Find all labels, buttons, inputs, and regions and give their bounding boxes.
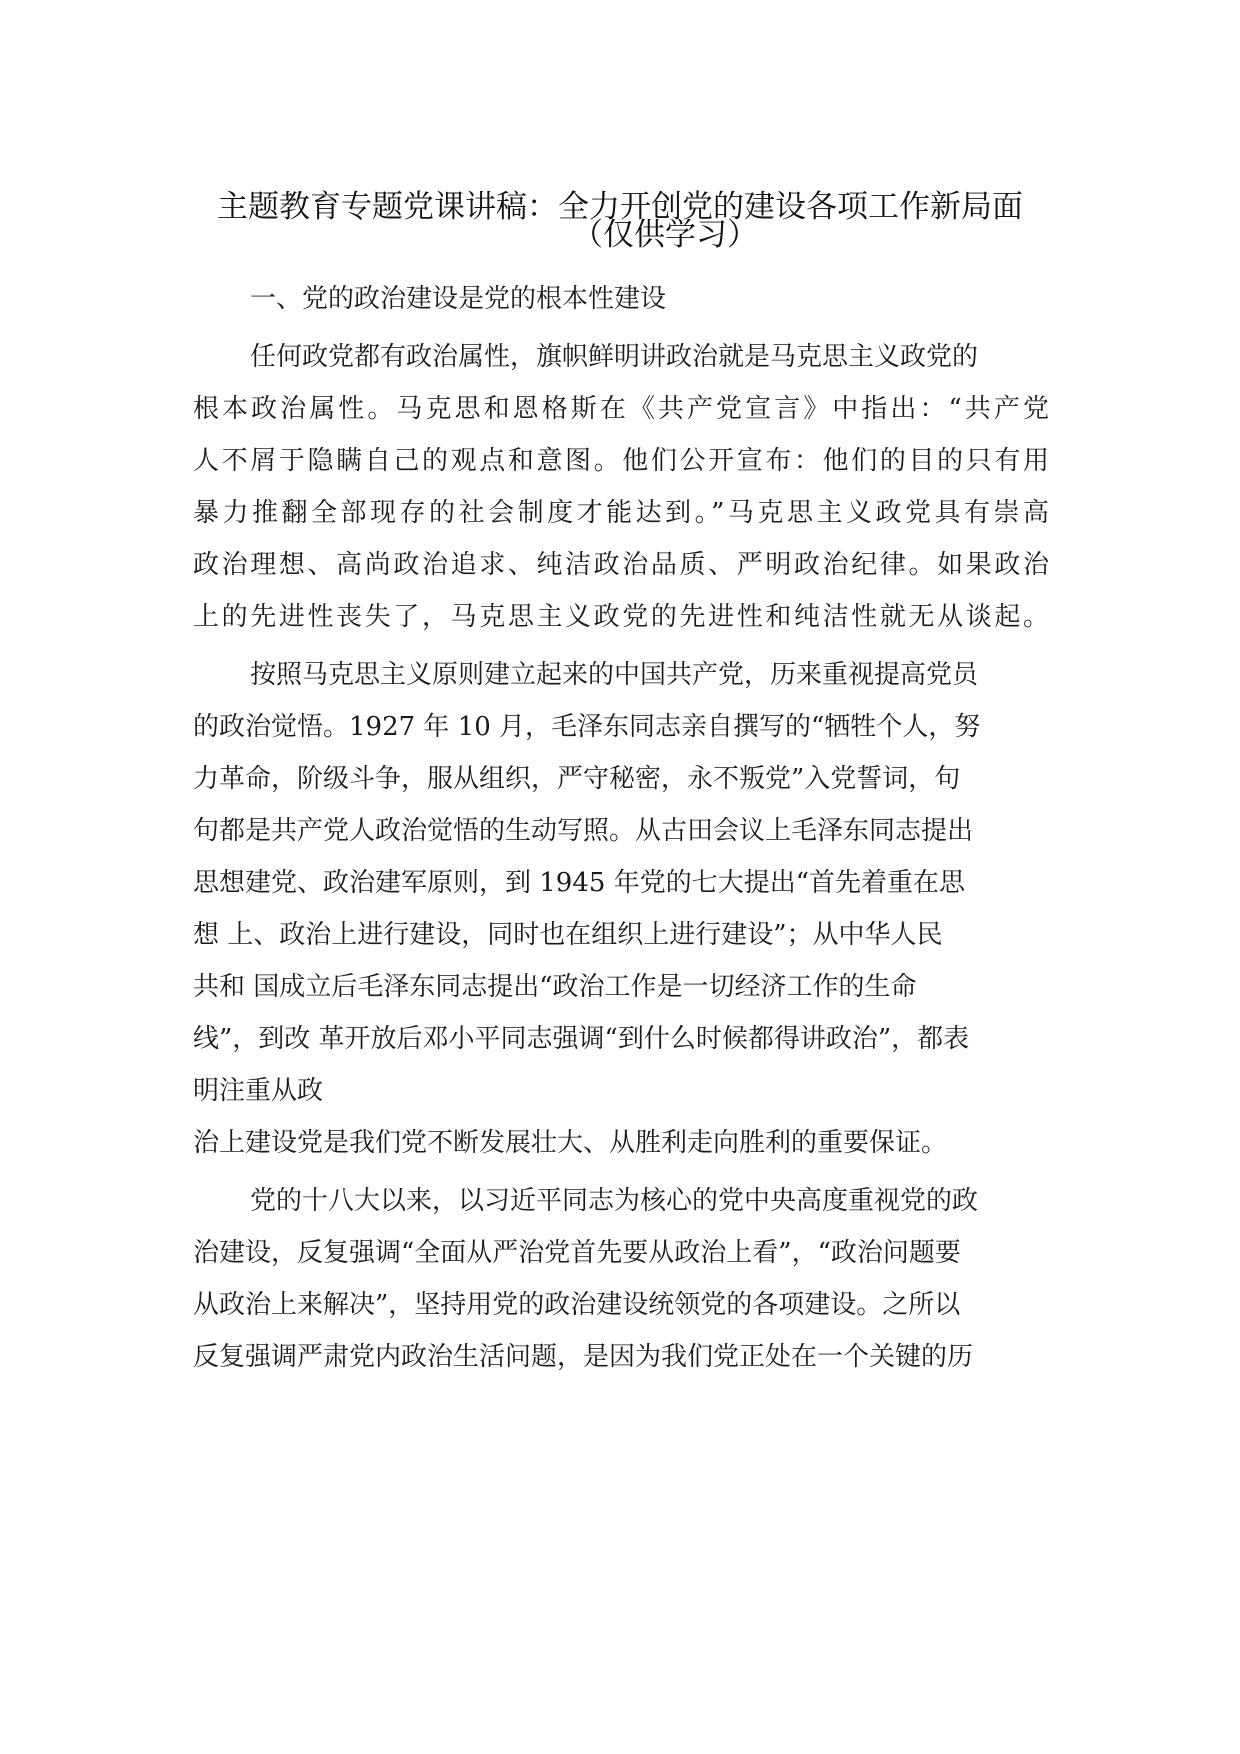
paragraph-line: 上的先进性丧失了，马克思主义政党的先进性和纯洁性就无从谈起。	[193, 602, 1049, 632]
paragraph-line: 句都是共产党人政治觉悟的生动写照。从古田会议上毛泽东同志提出	[193, 816, 974, 846]
paragraph-line: 治建设，反复强调“全面从严治党首先要从政治上看”，“政治问题要	[193, 1238, 961, 1268]
paragraph-line: 政治理想、高尚政治追求、纯洁政治品质、严明政治纪律。如果政治	[193, 550, 1049, 580]
paragraph-line: 任何政党都有政治属性，旗帜鲜明讲政治就是马克思主义政党的	[250, 342, 979, 372]
paragraph-line: 明注重从政	[193, 1076, 324, 1106]
paragraph-line: 从政治上来解决”，坚持用党的政治建设统领党的各项建设。之所以	[193, 1290, 961, 1320]
paragraph-line: 反复强调严肃党内政治生活问题，是因为我们党正处在一个关键的历	[193, 1342, 974, 1372]
paragraph-line: 按照马克思主义原则建立起来的中国共产党，历来重视提高党员	[250, 660, 979, 690]
paragraph-line: 想 上、政治上进行建设，同时也在组织上进行建设”；从中华人民	[193, 920, 943, 950]
paragraph-line: 治上建设党是我们党不断发展壮大、从胜利走向胜利的重要保证。	[193, 1128, 948, 1158]
paragraph-line: 暴力推翻全部现存的社会制度才能达到。”马克思主义政党具有崇高	[193, 498, 1049, 528]
section-heading: 一、党的政治建设是党的根本性建设	[250, 284, 667, 314]
paragraph-line: 思想建党、政治建军原则，到 1945 年党的七大提出“首先着重在思	[193, 868, 965, 898]
paragraph-line: 人不屑于隐瞒自己的观点和意图。他们公开宣布：他们的目的只有用	[193, 446, 1049, 476]
paragraph-line: 线”，到改 革开放后邓小平同志强调“到什么时候都得讲政治”，都表	[193, 1024, 970, 1054]
paragraph-line: 党的十八大以来，以习近平同志为核心的党中央高度重视党的政	[250, 1186, 979, 1216]
paragraph-line: 的政治觉悟。1927 年 10 月，毛泽东同志亲自撰写的“牺牲个人，努	[193, 712, 981, 742]
document-title-line-1: 主题教育专题党课讲稿：全力开创党的建设各项工作新局面	[217, 189, 1023, 225]
document-subtitle: （仅供学习）	[572, 217, 758, 253]
paragraph-line: 力革命，阶级斗争，服从组织，严守秘密，永不叛党”入党誓词，句	[193, 764, 961, 794]
paragraph-line: 共和 国成立后毛泽东同志提出“政治工作是一切经济工作的生命	[193, 972, 917, 1002]
paragraph-line: 根本政治属性。马克思和恩格斯在《共产党宣言》中指出：“共产党	[193, 394, 1049, 424]
